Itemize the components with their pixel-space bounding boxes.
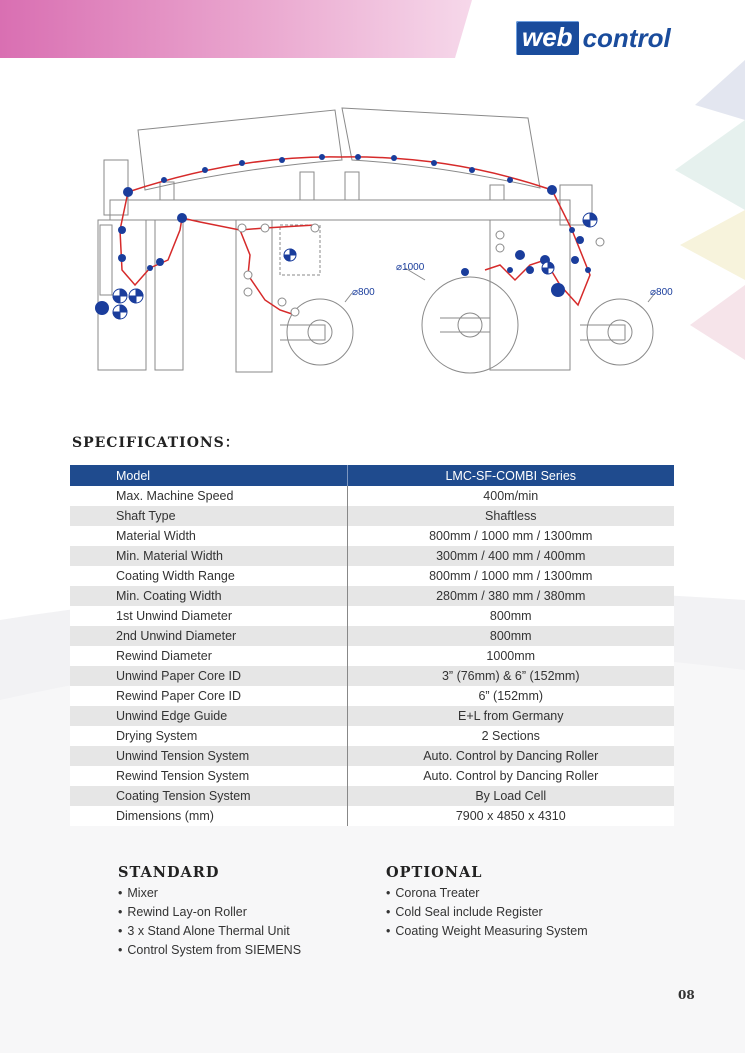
header-value: LMC-SF-COMBI Series [347,465,674,486]
spec-value: By Load Cell [347,786,674,806]
roller [585,267,591,273]
specifications-title: SPECIFICATIONS： [72,435,240,451]
roller [431,160,437,166]
list-item: • Rewind Lay-on Roller [118,903,301,922]
spec-label: Coating Tension System [70,786,347,806]
roller [239,160,245,166]
roller [279,157,285,163]
standard-title: STANDARD [118,864,220,881]
table-row [70,526,674,546]
roller [515,250,525,260]
table-row [70,666,674,686]
spec-label: Shaft Type [70,506,347,526]
spec-value: 400m/min [347,486,674,506]
spec-label: Unwind Paper Core ID [70,666,347,686]
idler-roller [596,238,604,246]
dryer-hood-right [342,108,540,188]
spec-value: 800mm [347,626,674,646]
spec-label: Rewind Diameter [70,646,347,666]
roller [547,185,557,195]
list-item: • Corona Treater [386,884,588,903]
idler-roller [244,271,252,279]
table-row [70,746,674,766]
list-item: • Coating Weight Measuring System [386,922,588,941]
roller [576,236,584,244]
roller [526,266,534,274]
spec-value: Auto. Control by Dancing Roller [347,766,674,786]
spec-label: Min. Material Width [70,546,347,566]
table-header-row [70,465,674,486]
idler-roller [496,231,504,239]
roller [319,154,325,160]
idler-roller [261,224,269,232]
idler-roller [291,308,299,316]
roller [95,301,109,315]
roller [355,154,361,160]
table-row [70,726,674,746]
roller [147,265,153,271]
roller [571,256,579,264]
spec-value: 7900 x 4850 x 4310 [347,806,674,826]
roller [177,213,187,223]
roller [507,267,513,273]
idler-roller [278,298,286,306]
roller [507,177,513,183]
list-item: • Cold Seal include Register [386,903,588,922]
spec-label: Rewind Paper Core ID [70,686,347,706]
table-row [70,546,674,566]
drum-diameter-label: ⌀1000 [396,262,425,273]
roller [161,177,167,183]
spec-label: Unwind Edge Guide [70,706,347,726]
spec-label: Material Width [70,526,347,546]
spec-value: E+L from Germany [347,706,674,726]
web-control-logo [516,22,671,54]
table-row [70,686,674,706]
spec-value: 800mm / 1000 mm / 1300mm [347,526,674,546]
table-row [70,606,674,626]
spec-value: 6” (152mm) [347,686,674,706]
roller [551,283,565,297]
list-item: • Mixer [118,884,301,903]
roller [461,268,469,276]
spec-value: 2 Sections [347,726,674,746]
spec-label: 2nd Unwind Diameter [70,626,347,646]
unwind-roll-2 [587,299,653,365]
table-row [70,806,674,826]
list-item: • 3 x Stand Alone Thermal Unit [118,922,301,941]
spec-label: Coating Width Range [70,566,347,586]
optional-list [386,884,588,941]
spec-value: 3” (76mm) & 6” (152mm) [347,666,674,686]
idler-roller [238,224,246,232]
roller [569,227,575,233]
table-row [70,586,674,606]
idler-roller [244,288,252,296]
spec-label: Max. Machine Speed [70,486,347,506]
table-row [70,646,674,666]
roller [118,226,126,234]
optional-title: OPTIONAL [386,864,483,881]
table-row [70,706,674,726]
table-row [70,566,674,586]
unwind-1-diameter-label: ⌀800 [352,287,375,298]
spec-label: Dimensions (mm) [70,806,347,826]
table-row [70,766,674,786]
idler-roller [311,224,319,232]
idler-roller [496,244,504,252]
roller [156,258,164,266]
roller [118,254,126,262]
spec-label: Drying System [70,726,347,746]
spec-value: 800mm / 1000 mm / 1300mm [347,566,674,586]
roller [391,155,397,161]
spec-label: Min. Coating Width [70,586,347,606]
table-row [70,506,674,526]
table-row [70,786,674,806]
dryer-hood-left [138,110,342,190]
page-number: 08 [678,988,695,1002]
table-row [70,626,674,646]
standard-list [118,884,301,960]
header-label: Model [70,465,347,486]
spec-label: Unwind Tension System [70,746,347,766]
spec-label: Rewind Tension System [70,766,347,786]
spec-value: Shaftless [347,506,674,526]
logo-control-text: control [582,23,671,53]
spec-value: 280mm / 380 mm / 380mm [347,586,674,606]
machine-diagram [90,100,673,390]
spec-value: 1000mm [347,646,674,666]
rewind-drum [422,277,518,373]
logo-web-text: web [516,21,579,55]
header-gradient-band [0,0,480,58]
spec-label: 1st Unwind Diameter [70,606,347,626]
spec-value: 300mm / 400 mm / 400mm [347,546,674,566]
table-row [70,486,674,506]
roller [469,167,475,173]
list-item: • Control System from SIEMENS [118,941,301,960]
specifications-table [70,465,674,826]
roller [123,187,133,197]
roller [202,167,208,173]
unwind-2-diameter-label: ⌀800 [650,287,673,298]
spec-value: Auto. Control by Dancing Roller [347,746,674,766]
spec-value: 800mm [347,606,674,626]
